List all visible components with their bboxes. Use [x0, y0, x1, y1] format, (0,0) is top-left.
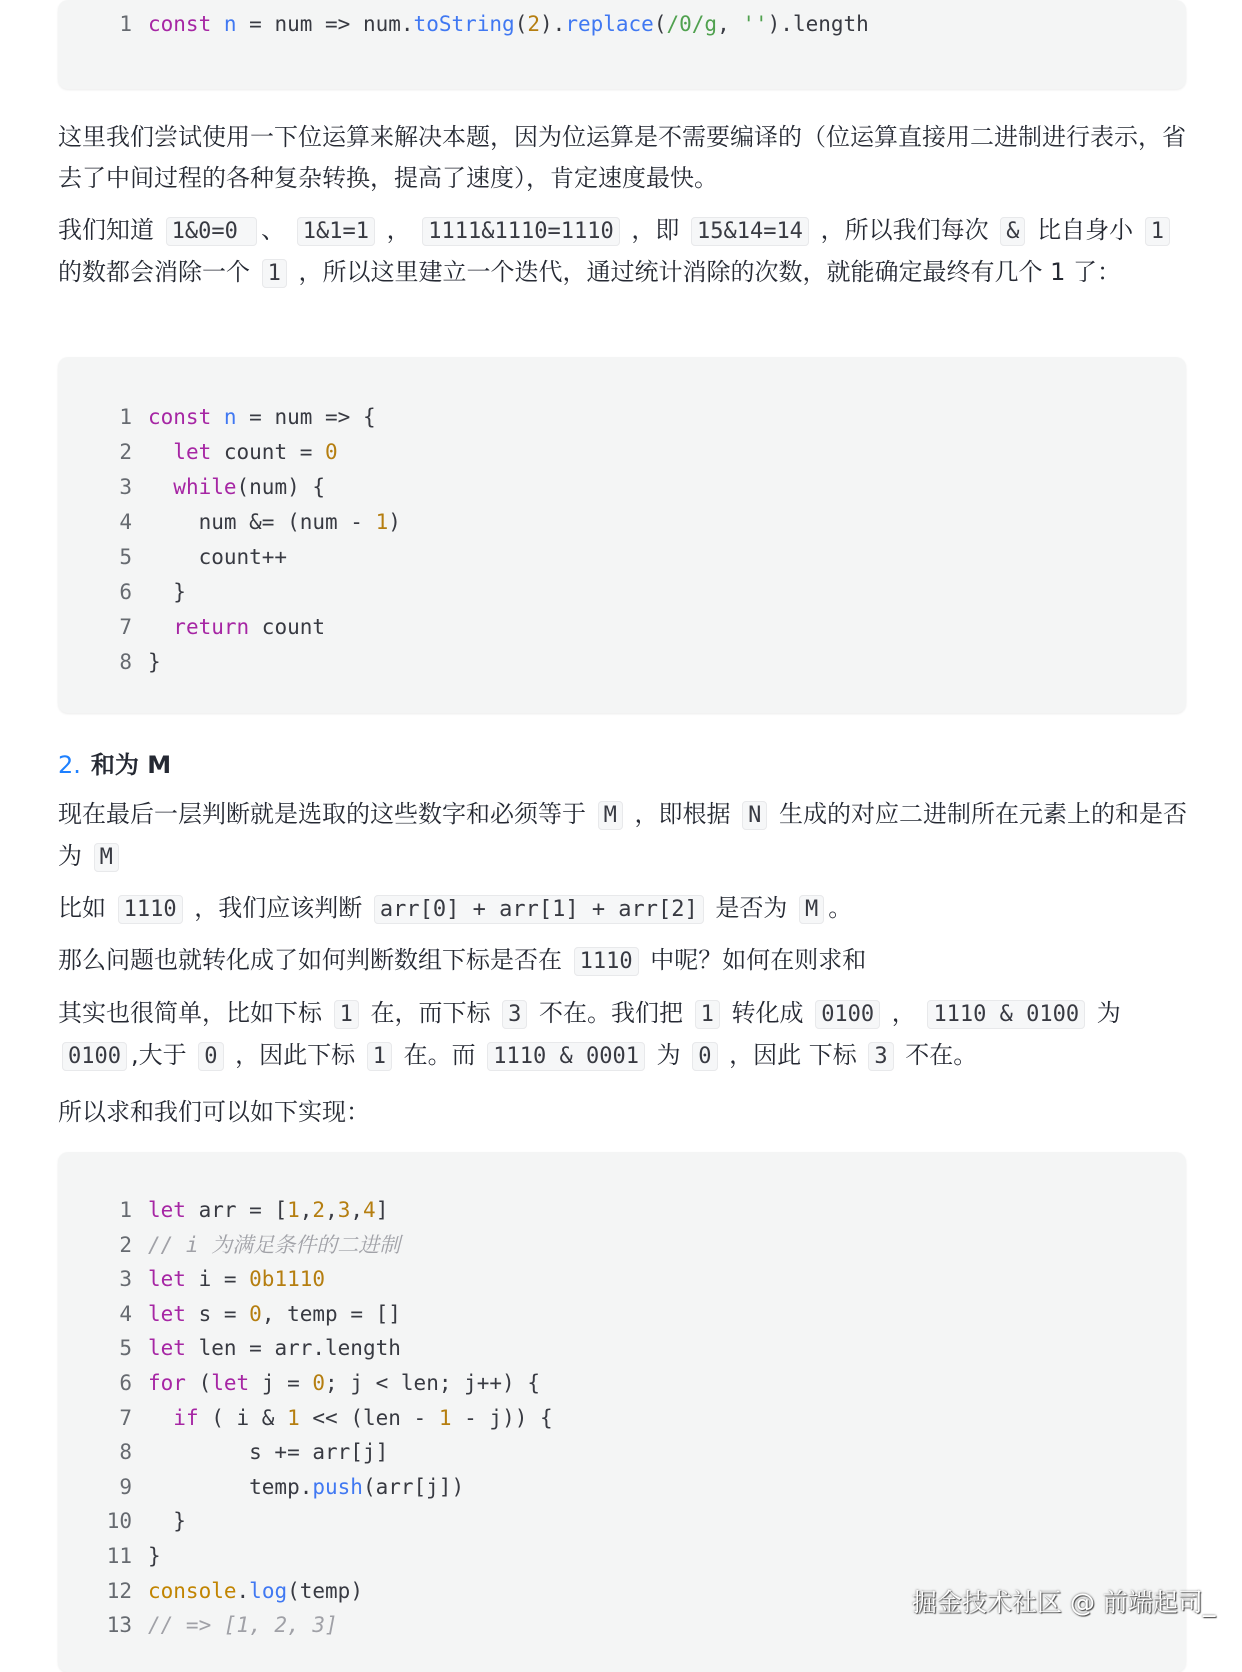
inline-code: M — [598, 801, 623, 830]
inline-code: arr[0] + arr[1] + arr[2] — [374, 895, 704, 924]
line-number: 4 — [119, 510, 132, 534]
watermark: 掘金技术社区 @ 前端起司_ — [912, 1588, 1216, 1617]
code-line: 4 num &= (num - 1) — [58, 505, 401, 539]
line-number: 1 — [119, 12, 132, 36]
inline-code: 0 — [692, 1042, 717, 1071]
line-number: 13 — [106, 1613, 132, 1638]
line-number: 8 — [119, 650, 132, 674]
inline-code: 1 — [695, 1000, 720, 1029]
inline-code: 1 — [1145, 217, 1170, 246]
line-number: 5 — [119, 545, 132, 569]
line-number: 11 — [106, 1544, 132, 1568]
inline-code: 0100 — [62, 1042, 127, 1071]
paragraph-question: 那么问题也就转化成了如何判断数组下标是否在 1110 中呢？如何在则求和 — [58, 946, 867, 974]
inline-code: 3 — [502, 1000, 527, 1029]
inline-code: 1 — [262, 259, 287, 288]
code-line: 11 } — [58, 1539, 161, 1573]
line-number: 7 — [119, 615, 132, 639]
code-line: 7 if ( i & 1 << (len - 1 - j)) { — [58, 1401, 553, 1435]
line-number: 12 — [106, 1578, 132, 1603]
code-line: 7 return count — [58, 610, 325, 644]
line-number: 1 — [119, 1198, 132, 1222]
paragraph-index-check: 其实也很简单，比如下标 1 在，而下标 3 不在。我们把 1 转化成 0100 ， 1110 & 0100 为 0100 ,大于 0 ，因此下标 1 在。而 1110 & 0001 为 0 ，因此 下标 3 不在。 — [58, 999, 1121, 1069]
code-block-count-bits — [58, 357, 1186, 713]
inline-code: 1110 — [574, 947, 639, 976]
inline-code: 15&14=14 — [691, 217, 809, 246]
paragraph-impl-intro: 所以求和我们可以如下实现： — [58, 1098, 370, 1126]
code-line: 13 // => [1, 2, 3] — [58, 1608, 338, 1642]
inline-code: 1&0=0 — [166, 217, 257, 246]
line-number: 8 — [119, 1440, 132, 1465]
line-number: 4 — [119, 1301, 132, 1326]
code-line: 6 for (let j = 0; j < len; j++) { — [58, 1366, 540, 1400]
line-number: 1 — [119, 405, 132, 429]
line-number: 9 — [119, 1474, 132, 1499]
paragraph-example: 比如 1110 ，我们应该判断 arr[0] + arr[1] + arr[2] 是否为 M 。 — [58, 894, 853, 922]
paragraph-sum-condition: 现在最后一层判断就是选取的这些数字和必须等于 M ，即根据 N 生成的对应二进制所在元素上的和是否为 M — [58, 800, 1188, 870]
inline-code: 1110 — [118, 895, 183, 924]
inline-code: N — [742, 801, 767, 830]
code-line: 10 } — [58, 1504, 186, 1538]
code-line: 2 // i 为满足条件的二进制 — [58, 1228, 400, 1262]
inline-code: 1 — [367, 1042, 392, 1071]
line-number: 10 — [106, 1509, 132, 1534]
code-line: 3 while(num) { — [58, 470, 325, 504]
inline-code: 1110 & 0100 — [927, 1000, 1085, 1029]
paragraph-intro: 这里我们尝试使用一下位运算来解决本题，因为位运算是不需要编译的（位运算直接用二进制进行表示，省去了中间过程的各种复杂转换，提高了速度），肯定速度最快。 — [58, 123, 1186, 192]
code-line: 1 const n = num => { — [58, 400, 376, 434]
line-number: 2 — [119, 440, 132, 464]
code-line: 6 } — [58, 575, 186, 609]
inline-code: M — [94, 843, 119, 872]
code-line: 8 } — [58, 645, 161, 679]
line-number: 3 — [119, 1267, 132, 1292]
line-number: 6 — [119, 580, 132, 604]
inline-code: 0 — [198, 1042, 223, 1071]
inline-code: M — [799, 895, 824, 924]
code-line: 9 temp.push(arr[j]) — [58, 1470, 464, 1504]
code-line: 4 let s = 0, temp = [] — [58, 1297, 401, 1331]
inline-code: 1111&1110=1110 — [422, 217, 619, 246]
code-block-tostring — [58, 0, 1186, 89]
line-number: 2 — [119, 1232, 132, 1257]
paragraph-bitwise-explain: 我们知道 1&0=0 、 1&1=1 ， 1111&1110=1110 ，即 15&14=14 ，所以我们每次 & 比自身小 1 的数都会消除一个 1 ，所以这里建立一个迭代，通过统计消除的次数，就能确定最终有几个 1 了： — [58, 210, 1192, 294]
inline-code: 0100 — [815, 1000, 880, 1029]
inline-code: 3 — [868, 1042, 893, 1071]
heading-number: 2. — [58, 751, 81, 779]
code-line: 12 console.log(temp) — [58, 1574, 363, 1608]
inline-code: & — [1000, 217, 1025, 246]
line-number: 6 — [119, 1371, 132, 1395]
inline-code: 1&1=1 — [297, 217, 375, 246]
code-line: 1 const n = num => num.toString(2).replace(/0/g, '').length — [58, 7, 869, 41]
code-line: 3 let i = 0b1110 — [58, 1262, 325, 1296]
line-number: 5 — [119, 1336, 132, 1361]
line-number: 3 — [119, 475, 132, 499]
line-number: 7 — [119, 1405, 132, 1430]
heading-title: 和为 M — [90, 751, 172, 779]
code-line: 2 let count = 0 — [58, 435, 338, 469]
code-line: 8 s += arr[j] — [58, 1435, 388, 1469]
inline-code: 1110 & 0001 — [487, 1042, 645, 1071]
code-line: 5 count++ — [58, 540, 287, 574]
code-line: 5 let len = arr.length — [58, 1331, 401, 1365]
section-heading — [58, 745, 171, 780]
inline-code: 1 — [334, 1000, 359, 1029]
code-line: 1 let arr = [1,2,3,4] — [58, 1193, 388, 1227]
